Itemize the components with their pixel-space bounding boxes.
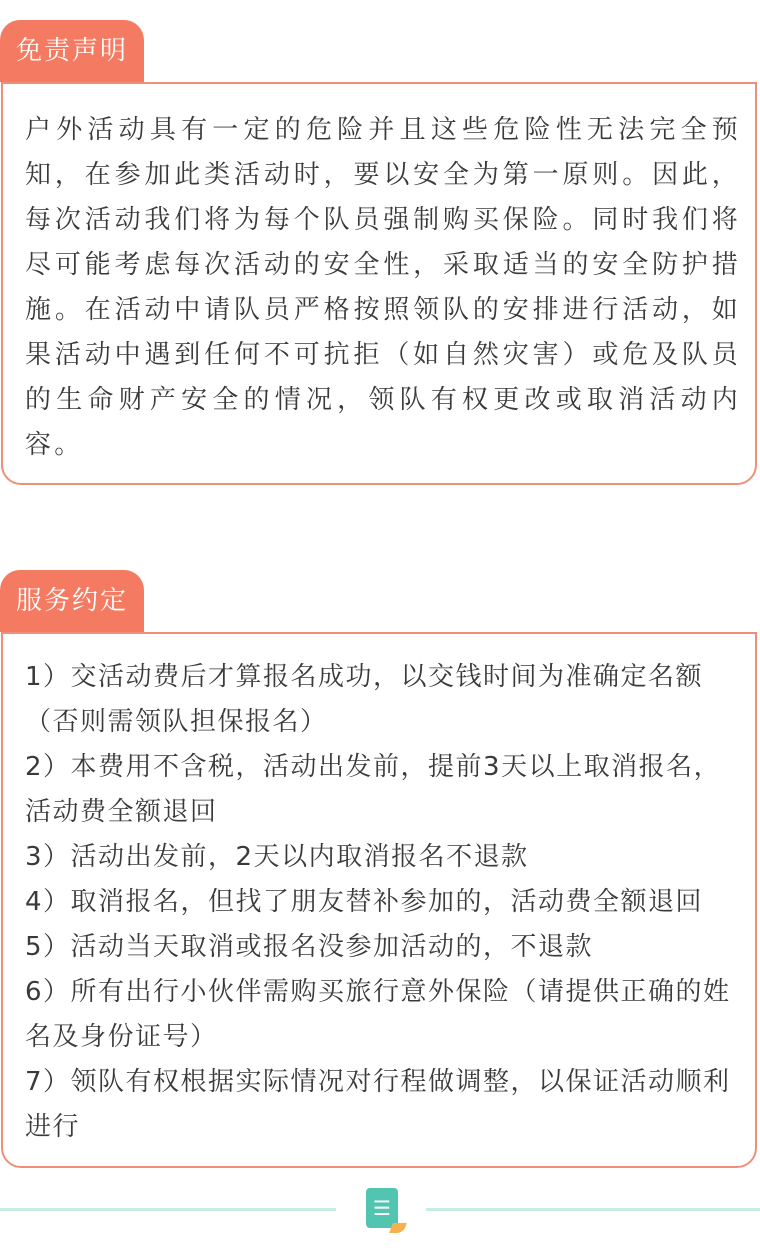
footer-divider-right (426, 1208, 760, 1211)
footer-glyph: ☰ (373, 1196, 391, 1220)
disclaimer-section (0, 20, 760, 485)
service-rule-5: 5）活动当天取消或报名没参加活动的，不退款 (25, 932, 594, 962)
service-rules-list (25, 655, 741, 1150)
service-box (1, 632, 757, 1168)
service-rule-1: 1）交活动费后才算报名成功，以交钱时间为准确定名额（否则需领队担保报名） (25, 662, 704, 737)
footer-divider-left (0, 1208, 336, 1211)
service-rule-2: 2）本费用不含税，活动出发前，提前3天以上取消报名，活动费全额退回 (25, 752, 722, 827)
disclaimer-title: 免责声明 (0, 20, 144, 82)
service-rule-6: 6）所有出行小伙伴需购买旅行意外保险（请提供正确的姓名及身份证号） (25, 977, 731, 1052)
service-title: 服务约定 (0, 570, 144, 632)
service-rule-4: 4）取消报名，但找了朋友替补参加的，活动费全额退回 (25, 887, 704, 917)
disclaimer-box (1, 82, 757, 485)
scroll-corner (389, 1223, 407, 1233)
service-section (0, 570, 760, 1168)
disclaimer-text: 户外活动具有一定的危险并且这些危险性无法完全预知，在参加此类活动时，要以安全为第一原则。因此，每次活动我们将为每个队员强制购买保险。同时我们将尽可能考虑每次活动的安全性，采取适当的安全防护措施。在活动中请队员严格按照领队的安排进行活动，如果活动中遇到任何不可抗拒（如自然灾害）或危及队员的生命财产安全的情况，领队有权更改或取消活动内容。 (25, 115, 741, 460)
service-rule-3: 3）活动出发前，2天以内取消报名不退款 (25, 842, 529, 872)
service-rule-7: 7）领队有权根据实际情况对行程做调整，以保证活动顺利进行 (25, 1067, 731, 1142)
document-scroll-icon (366, 1188, 398, 1228)
